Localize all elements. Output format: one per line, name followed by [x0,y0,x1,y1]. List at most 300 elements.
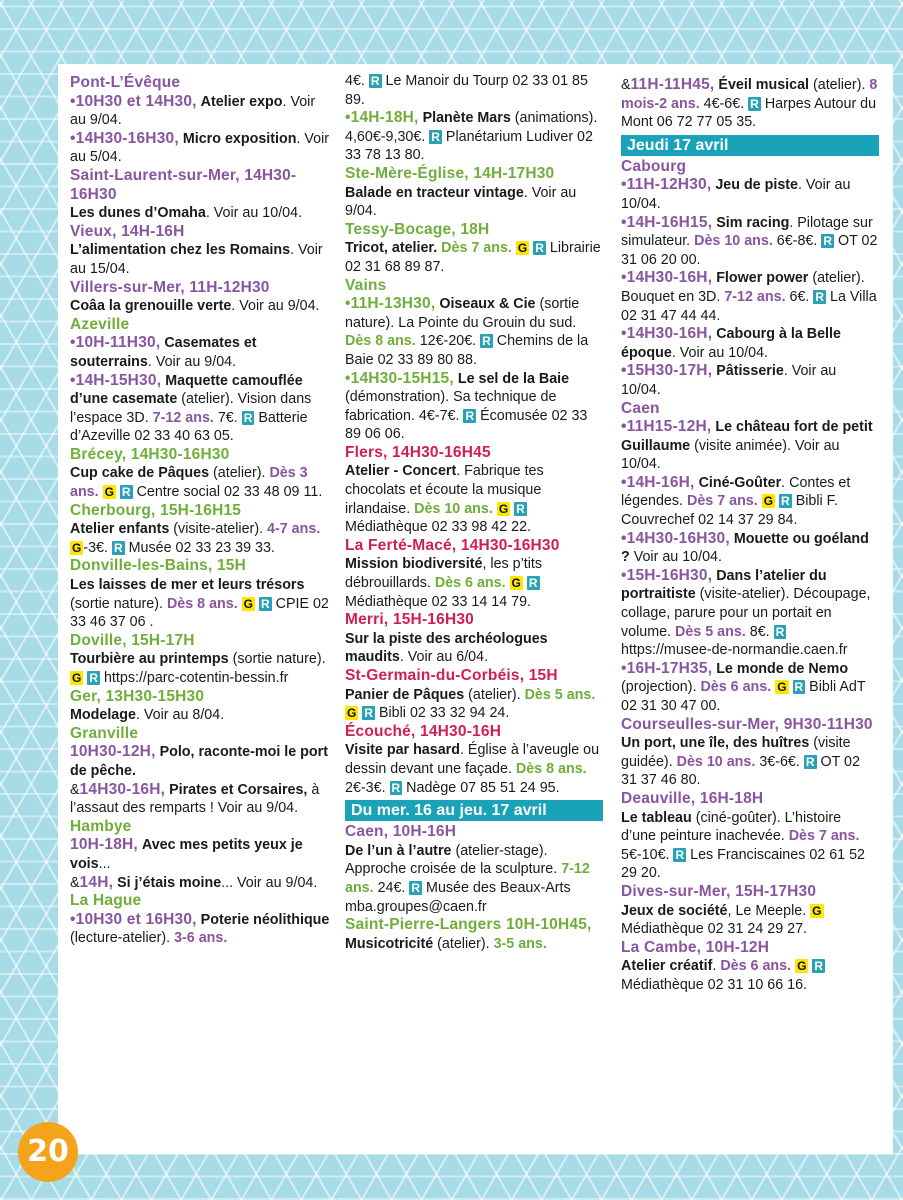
event-time: •14H30-16H30, [621,529,730,547]
contact: https://parc-cotentin-bessin.fr [100,670,289,686]
venue-name: Saint-Laurent-sur-Mer, 14H30-16H30 [70,166,297,203]
event-title: Pâtisserie [716,363,784,380]
event-details: , Le Meeple. [727,902,807,919]
event-details: (sortie nature). [70,595,163,612]
event-details: à l’assaut des remparts ! Voir au 9/04. [70,781,320,817]
event-title: Le tableau [621,809,692,826]
event-entry [70,706,332,725]
event-entry [70,130,332,167]
reservation-icon: R [823,234,832,249]
event-title: Flower power [716,270,809,287]
event-entry [345,462,603,536]
reservation-icon: R [535,241,544,256]
venue-name: Deauville, 16H-18H [621,789,764,807]
event-title: Modelage [70,707,136,724]
event-entry [621,362,879,399]
reservation-icon: R [805,754,815,769]
contact: Médiathèque 02 31 24 29 27. [621,921,808,938]
venue-heading [345,277,603,296]
event-entry [70,334,332,371]
reservation-icon: R [794,680,804,695]
venue-name: Écouché, 14H30-16H [345,722,502,740]
event-entry [345,842,603,916]
event-details: . [712,958,717,975]
event-entry [70,204,332,223]
event-title: Planète Mars [422,110,511,127]
event-entry [621,418,879,474]
age-range: Dès 10 ans. [694,233,773,250]
event-details: (visite guidée). [621,735,851,770]
event-time: •14H-18H, [345,109,419,127]
event-title: Les laisses de mer et leurs trésors [70,577,305,594]
age-range: Dès 8 ans. [515,760,587,777]
venue-heading [70,223,332,242]
event-details: . Voir au 15/04. [70,242,323,277]
event-entry [70,372,332,446]
event-entry [70,743,332,780]
event-title: Polo, raconte-moi le port de pêche. [70,744,328,779]
event-title: Tricot, atelier. [345,240,438,257]
event-entry [70,464,332,501]
event-title: Le château fort de petit Guillaume [621,419,873,454]
venue-name: La Ferté-Macé, 14H30-16H30 [345,536,560,554]
venue-name: Azeville [70,315,130,333]
venue-name: Villers-sur-Mer, 11H-12H30 [70,278,270,296]
price: 6€-8€. [772,233,818,250]
venue-heading [621,883,879,902]
reservation-icon: R [431,129,440,144]
venue-heading [621,716,879,735]
venue-heading [345,165,603,184]
event-time: 10H-18H, [70,836,138,854]
event-details: . Fabrique tes chocolats et écoute la musique irlandaise. [345,463,544,517]
event-time: •10H-11H30, [70,334,161,352]
venue-name: St-Germain-du-Corbéis, 15H [345,667,558,684]
event-details: (sortie nature). La Pointe du Grouin du sud. [345,296,580,331]
ampersand: & [70,874,80,891]
venue-heading [345,823,603,842]
age-range: Dès 3 ans. [70,465,308,501]
age-range: Dès 7 ans. [788,828,860,845]
event-title: De l’un à l’autre [345,842,452,859]
reservation-icon: R [482,334,491,349]
age-range: 8 mois-2 ans. [621,77,878,112]
event-entry [70,836,332,873]
age-range: 3-6 ans. [174,930,228,947]
venue-heading [345,611,603,630]
column-3 [621,76,879,995]
free-icon: G [763,494,774,509]
age-range: Dès 7 ans. [687,493,758,510]
venue-name: Brécey, 14H30-16H30 [70,445,230,463]
event-details: (atelier). Vision dans l’espace 3D. [70,391,312,426]
event-entry [345,184,603,221]
contact: Musée des Beaux-Arts mba.groupes@caen.fr [345,879,571,915]
free-icon: G [797,959,807,974]
column-1 [70,74,332,948]
ampersand: & [621,77,631,93]
free-icon: G [498,501,509,516]
event-title: Un port, une île, des huîtres [621,735,810,752]
venue-heading [345,916,603,953]
reservation-icon: R [815,289,825,304]
venue-heading [345,444,603,463]
venue-heading [621,400,879,419]
event-title: Cup cake de Pâques [70,465,210,482]
event-details: . Voir au 9/04. [70,93,316,129]
venue-heading [345,667,603,686]
event-title: Les dunes d’Omaha [70,205,206,222]
event-title: Atelier - Concert [345,463,457,480]
event-title: Avec mes petits yeux je vois [70,837,303,872]
event-time: 14H30-16H, [79,780,166,798]
contact: Nadège 07 85 51 24 95. [402,779,560,796]
contact: Planétarium Ludiver 02 33 78 13 80. [345,128,593,164]
event-details: ... [98,855,111,872]
event-title: Éveil musical [718,77,810,93]
event-entry [345,239,603,276]
event-title: Atelier enfants [70,521,170,538]
reservation-icon: R [89,671,98,685]
venue-heading [70,316,332,335]
event-title: Tourbière au printemps [70,651,229,668]
reservation-icon: R [391,780,401,795]
event-details: (atelier). [209,465,266,482]
venue-heading [621,158,879,177]
page-number-badge: 20 [18,1122,78,1182]
age-range: Dès 10 ans. [414,500,493,517]
event-entry [621,474,879,530]
event-entry [345,370,603,444]
venue-name: Doville, 15H-17H [70,631,195,649]
event-details: (animations). 4,60€-9,30€. [345,110,598,145]
price: 3€-6€. [755,753,800,770]
event-title: Ciné-Goûter [698,474,782,491]
event-entry [621,660,879,716]
event-time: •11H15-12H, [621,418,712,436]
event-title: Visite par hasard [345,742,460,759]
event-time: 11H-11H45, [630,76,715,93]
contact: Chemins de la Baie 02 33 89 80 88. [345,333,589,368]
event-details: (lecture-atelier). [70,930,171,947]
venue-name: Tessy-Bocage, 18H [345,220,490,238]
venue-name: Ste-Mère-Église, 14H-17H30 [345,164,555,182]
free-icon: G [511,576,521,591]
age-range: Dès 7 ans. [441,240,512,257]
event-title: Mission biodiversité [345,556,483,573]
ampersand: & [70,781,80,798]
reservation-icon: R [516,501,525,516]
event-details: 4€. [345,73,365,89]
event-details: . Voir au 9/04. [147,353,237,370]
event-details: . Voir au 10/04. [671,344,769,361]
free-icon: G [72,671,82,685]
column-2 [345,72,603,953]
event-entry [70,911,332,948]
event-time: •14H-15H30, [70,371,162,389]
contact: Centre social 02 33 48 09 11. [132,484,323,501]
reservation-icon: R [750,96,759,111]
venue-name: Saint-Pierre-Langers 10H-10H45, [345,916,592,934]
event-entry [345,686,603,723]
venue-heading [345,537,603,556]
event-entry [70,576,332,632]
event-entry [345,295,603,369]
age-range: Dès 8 ans. [345,333,416,350]
age-range: Dès 6 ans. [700,679,772,696]
age-range: 3-5 ans. [493,935,547,952]
venue-heading [70,557,332,576]
reservation-icon: R [113,540,123,555]
event-entry [70,241,332,278]
event-details: (démonstration). Sa technique de fabrication. 4€-7€. [345,389,557,424]
event-time: •11H-13H30, [345,295,436,313]
event-details: (sortie nature). [228,651,326,668]
age-range: Dès 8 ans. [166,595,238,612]
venue-name: Vieux, 14H-16H [70,222,185,240]
event-title: Balade en tracteur vintage [345,184,524,201]
date-header: Du mer. 16 au jeu. 17 avril [345,800,603,821]
price: 24€. [373,879,406,896]
venue-heading [345,221,603,240]
event-time: •15H30-17H, [621,362,713,380]
price: 7€. [213,409,238,426]
event-entry [621,76,879,132]
event-details: . Voir au 6/04. [399,649,489,666]
event-title: Atelier expo [200,93,283,110]
free-icon: G [104,485,114,500]
event-title: Musicotricité [345,935,434,952]
venue-name: La Cambe, 10H-12H [621,938,770,956]
age-range: 7-12 ans. [724,288,786,305]
venue-heading [70,279,332,298]
event-time: •16H-17H35, [621,659,713,677]
contact: Médiathèque 02 33 98 42 22. [345,519,532,536]
contact: Médiathèque 02 31 10 66 16. [621,976,808,993]
age-range: 4-7 ans. [267,521,321,538]
free-icon: G [347,706,357,721]
contact: Musée 02 33 23 39 33. [124,539,275,556]
event-entry [621,957,879,994]
venue-heading [345,723,603,742]
event-title: Pirates et Corsaires, [169,781,308,798]
event-title: Sur la piste des archéologues maudits [345,630,548,666]
age-range: Dès 6 ans. [720,958,792,975]
event-entry [345,741,603,797]
event-time: •14H-16H, [621,473,695,491]
age-range: Dès 6 ans. [434,575,506,592]
contact: La Villa 02 31 47 44 44. [621,288,877,324]
reservation-icon: R [121,485,131,500]
event-entry [345,72,603,109]
event-time: •10H30 et 14H30, [70,92,197,110]
event-details: (atelier). [464,686,521,703]
event-details: (atelier). [809,77,866,93]
event-entry [621,567,879,660]
free-icon: G [243,596,254,611]
event-time: •15H-16H30, [621,566,713,584]
age-range: 7-12 ans. [152,409,214,426]
event-details: (atelier-stage). Approche croisée de la sculpture. [345,842,558,878]
reservation-icon: R [814,959,824,974]
event-title: Si j’étais moine [117,874,222,891]
price: 8€. [745,623,770,640]
venue-heading [621,790,879,809]
contact: Batterie d’Azeville 02 33 40 63 05. [70,409,308,445]
event-time: •14H30-16H30, [70,129,179,147]
event-title: Atelier créatif [621,958,713,975]
event-time: •10H30 et 16H30, [70,910,197,928]
venue-name: Hambye [70,817,132,835]
contact: Les Franciscaines 02 61 52 29 20. [621,846,865,882]
free-icon: G [72,540,82,555]
event-time: 10H30-12H, [70,743,156,761]
price: -3€. [83,539,108,556]
free-icon: G [812,903,822,918]
event-details: . Voir au 10/04. [621,177,851,212]
venue-heading [70,688,332,707]
event-time: •14H30-16H, [621,269,713,287]
age-range: 7-12 ans. [345,861,590,896]
event-entry [621,809,879,883]
event-time: •11H-12H30, [621,176,712,194]
contact: Médiathèque 02 33 14 14 79. [345,593,532,610]
event-entry [70,781,332,818]
event-time: •14H-16H15, [621,213,713,231]
venue-heading [70,446,332,465]
event-details: (atelier). Bouquet en 3D. [621,270,865,305]
event-entry [621,214,879,270]
event-entry [70,297,332,316]
event-details: . Voir au 9/04. [231,298,320,315]
venue-heading [70,502,332,521]
event-details: . Voir au 5/04. [70,130,330,166]
contact: https://musee-de-normandie.caen.fr [621,642,848,659]
reservation-icon: R [465,408,475,423]
event-title: Panier de Pâques [345,686,465,703]
event-entry [621,269,879,325]
venue-heading [621,939,879,958]
venue-name: Merri, 15H-16H30 [345,611,474,629]
event-details: . Contes et légendes. [621,474,851,510]
reservation-icon: R [364,706,373,721]
contact: Harpes Autour du Mont 06 72 77 05 35. [621,95,877,131]
contact: Bibli AdT 02 31 30 47 00. [621,679,866,714]
price: 5€-10€. [621,846,670,863]
event-entry [70,520,332,557]
venue-heading [70,818,332,837]
venue-name: Caen [621,399,660,417]
event-entry [345,109,603,165]
age-range: Dès 5 ans. [524,686,596,703]
venue-name: Pont-L’Évêque [70,74,181,91]
event-entry [70,874,332,893]
event-entry [621,176,879,213]
event-details: . Voir au 10/04. [205,205,303,222]
event-entry [70,650,332,687]
event-title: Jeux de société [621,902,728,919]
event-details: (visite-atelier). Découpage, collage, parure pour un portait en volume. [621,586,871,640]
reservation-icon: R [775,624,785,639]
event-entry [621,325,879,362]
event-title: Micro exposition [182,130,297,147]
event-title: Le sel de la Baie [457,370,570,387]
contact: CPIE 02 33 46 37 06 . [70,595,329,631]
date-header: Jeudi 17 avril [621,135,879,156]
event-title: Coâa la grenouille verte [70,298,232,315]
event-time: 14H, [79,873,114,891]
venue-name: La Hague [70,892,142,910]
price: 2€-3€. [345,779,386,796]
event-details: . Voir au 9/04. [345,184,577,220]
venue-name: Dives-sur-Mer, 15H-17H30 [621,882,817,900]
event-title: Le monde de Nemo [716,660,849,677]
reservation-icon: R [411,880,421,895]
age-range: Dès 5 ans. [675,623,746,640]
event-details: (visite-atelier). [169,521,264,538]
event-entry [70,93,332,130]
price: 6€. [785,288,810,305]
event-details: (projection). [621,679,697,696]
venue-name: Courseulles-sur-Mer, 9H30-11H30 [621,715,873,733]
venue-name: Cherbourg, 15H-16H15 [70,501,242,519]
event-entry [345,630,603,667]
free-icon: G [777,680,787,695]
event-title: Maquette camouflée d’une casemate [70,372,303,408]
event-details: ... Voir au 9/04. [221,874,318,891]
event-entry [621,734,879,790]
reservation-icon: R [261,596,270,611]
event-details: , les p’tits débrouillards. [345,556,543,592]
price: 12€-20€. [415,333,477,350]
event-title: Oiseaux & Cie [439,296,536,313]
event-title: Dans l’atelier du portraitiste [621,567,827,603]
event-title: L’alimentation chez les Romains [70,242,291,259]
venue-heading [70,632,332,651]
age-range: Dès 10 ans. [676,753,756,770]
event-details: . Voir au 8/04. [135,707,225,724]
reservation-icon: R [675,847,685,862]
contact: OT 02 31 37 46 80. [621,753,860,789]
event-entry [621,902,879,939]
contact: Écomusée 02 33 89 06 06. [345,407,588,443]
venue-name: Granville [70,724,139,742]
event-title: Casemates et souterrains [70,335,257,370]
contact: Librairie 02 31 68 89 87. [345,240,601,275]
contact: Le Manoir du Tourp 02 33 01 85 89. [345,73,588,108]
event-title: Sim racing [716,214,790,231]
event-time: •14H30-16H, [621,325,713,343]
venue-heading [70,725,332,744]
event-details: (ciné-goûter). L’histoire d’une peinture inachevée. [621,809,842,845]
event-details: . Pilotage sur simulateur. [621,214,873,250]
venue-name: Ger, 13H30-15H30 [70,687,205,705]
contact: OT 02 31 06 20 00. [621,233,878,268]
contact: Bibli F. Couvrechef 02 14 37 29 84. [621,493,838,529]
contact: Bibli 02 33 32 94 24. [375,705,510,722]
event-details: . Église à l’aveugle ou dessin devant une façade. [345,742,600,777]
reservation-icon: R [781,494,790,509]
venue-heading [70,892,332,911]
event-title: Cabourg à la Belle époque [621,326,841,361]
event-details: (visite animée). Voir au 10/04. [621,437,840,473]
venue-heading [70,74,332,93]
venue-name: Donville-les-Bains, 15H [70,557,247,575]
event-title: Mouette ou goéland ? [621,530,869,566]
venue-name: Flers, 14H30-16H45 [345,443,491,461]
event-entry [621,530,879,567]
reservation-icon: R [528,576,538,591]
